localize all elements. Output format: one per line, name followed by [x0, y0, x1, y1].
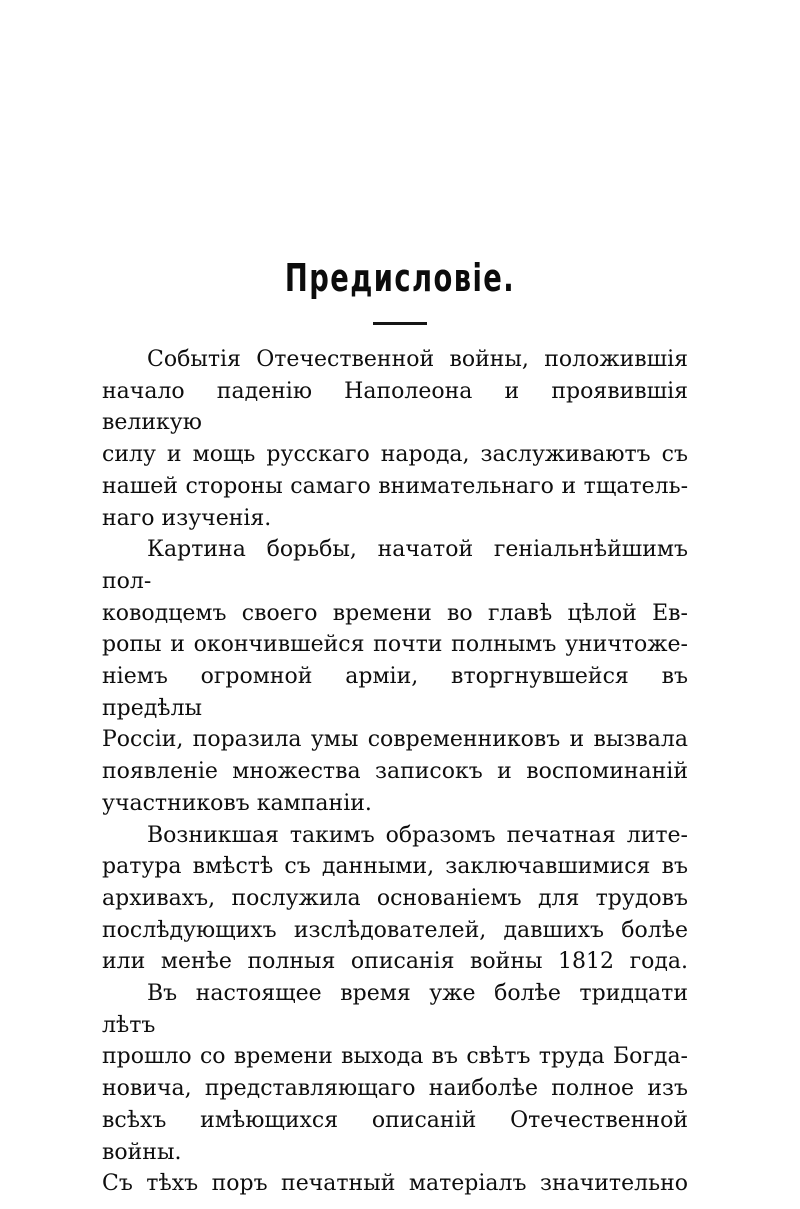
title-divider-rule [373, 322, 427, 325]
page-title: Предисловіе. [284, 256, 516, 300]
preface-text-block [102, 344, 688, 1200]
text-line: силу и мощь русскаго народа, заслуживаютъ съ [102, 442, 688, 468]
text-line: участниковъ кампаніи. [102, 790, 372, 816]
text-line: или менѣе полныя описанія войны 1812 года. [102, 949, 688, 975]
text-line: Возникшая такимъ образомъ печатная лите- [147, 822, 688, 848]
text-line: всѣхъ имѣющихся описаній Отечественной войны. [102, 1107, 688, 1165]
text-line: появленіе множества записокъ и воспоминаній [102, 759, 688, 785]
text-line: Событія Отечественной войны, положившія [147, 347, 688, 372]
text-line: ропы и окончившейся почти полнымъ уничтоже- [102, 632, 688, 658]
text-line: наго изученія. [102, 505, 272, 531]
text-line: ніемъ огромной арміи, вторгнувшейся въ предѣлы [102, 664, 688, 721]
text-line: ратура вмѣстѣ съ данными, заключавшимися въ [102, 854, 688, 880]
text-line: послѣдующихъ изслѣдователей, давшихъ болѣе [102, 917, 688, 943]
text-line: новича, представляющаго наиболѣе полное изъ [102, 1076, 688, 1102]
text-line: Съ тѣхъ поръ печатный матеріалъ значительно [102, 1171, 688, 1197]
text-line: нашей стороны самаго внимательнаго и тщатель- [102, 473, 688, 499]
text-line: Картина борьбы, начатой геніальнѣйшимъ пол- [102, 537, 688, 594]
text-line: начало паденію Наполеона и проявившія великую [102, 378, 688, 436]
paragraph [102, 978, 688, 1200]
paragraph [102, 534, 688, 819]
paragraph [102, 344, 688, 534]
text-line: ководцемъ своего времени во главѣ цѣлой Ев- [102, 600, 688, 626]
text-line: Россіи, поразила умы современниковъ и вызвала [102, 727, 688, 753]
text-line: Въ настоящее время уже болѣе тридцати лѣтъ [102, 981, 688, 1038]
text-line: архивахъ, послужила основаніемъ для трудовъ [102, 885, 688, 911]
text-line: прошло со времени выхода въ свѣтъ труда Богда- [102, 1044, 688, 1070]
paragraph [102, 820, 688, 979]
